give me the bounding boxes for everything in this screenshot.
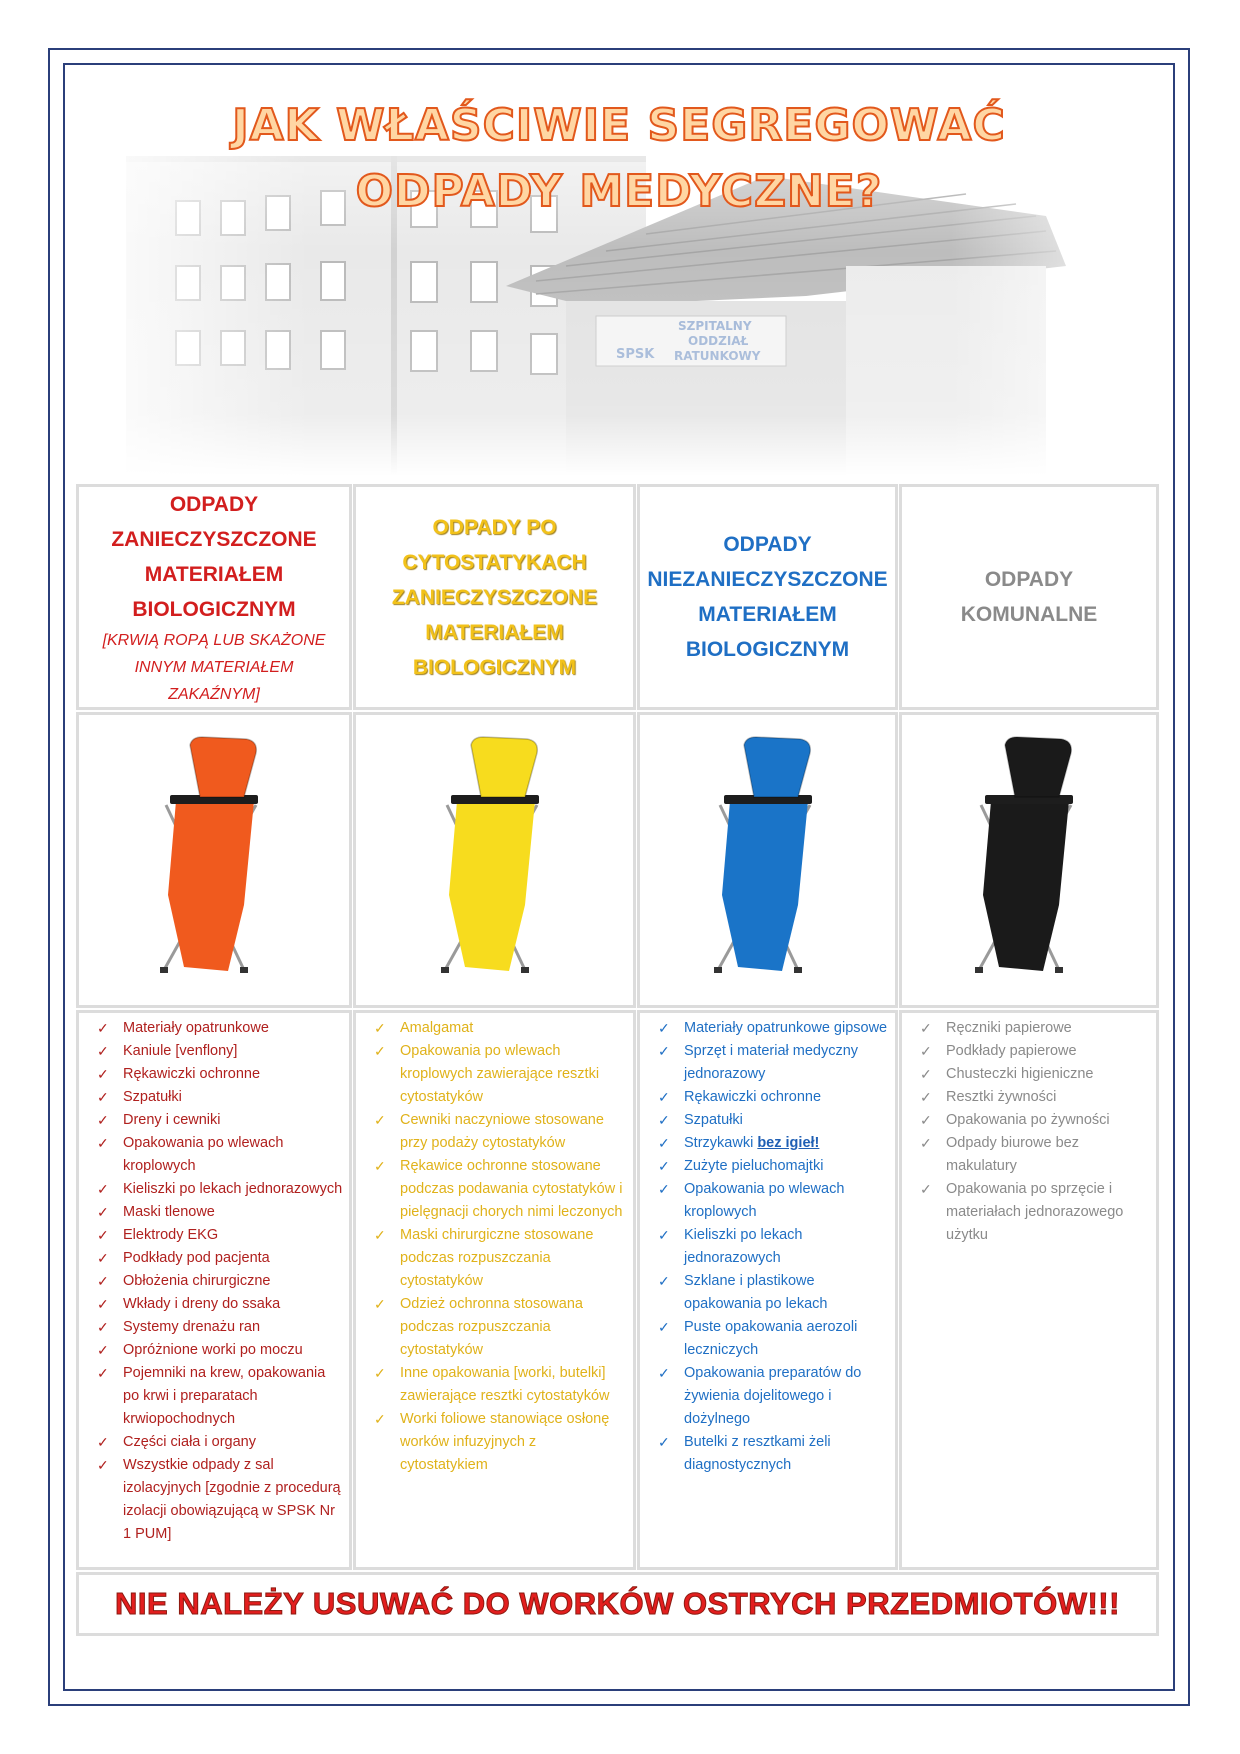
check-icon: ✓ <box>658 1089 670 1105</box>
check-icon: ✓ <box>97 1066 109 1082</box>
list-item <box>85 1017 343 1040</box>
check-icon: ✓ <box>374 1365 386 1381</box>
check-icon: ✓ <box>97 1365 109 1381</box>
list-item <box>646 1109 889 1132</box>
check-icon: ✓ <box>658 1319 670 1335</box>
bin-foot <box>160 967 168 973</box>
header-line: KOMUNALNE <box>960 603 1098 626</box>
list-item <box>85 1132 343 1178</box>
page-title-line-2: ODPADY MEDYCZNE? <box>355 166 883 217</box>
list-item <box>908 1109 1150 1132</box>
list-item-text: Rękawiczki ochronne <box>684 1089 822 1105</box>
list-item-text: Wszystkie odpady z sal izolacyjnych [zgodnie z procedurą izolacji obowiązującą w SPSK Nr 1 PUM] <box>123 1457 341 1542</box>
bin-image-row <box>76 712 1164 1010</box>
check-icon: ✓ <box>97 1457 109 1473</box>
check-icon: ✓ <box>658 1043 670 1059</box>
check-icon: ✓ <box>658 1135 670 1151</box>
check-icon: ✓ <box>920 1181 932 1197</box>
bin-lid <box>744 737 810 797</box>
list-item-text: Pojemniki na krew, opakowania po krwi i preparatach krwiopochodnych <box>123 1365 326 1427</box>
check-icon: ✓ <box>374 1020 386 1036</box>
header-line: ODPADY <box>723 533 812 556</box>
list-item-text: Opakowania po wlewach kroplowych <box>684 1181 845 1220</box>
waste-bin-icon <box>698 735 838 985</box>
bin-foot <box>975 967 983 973</box>
list-item <box>646 1224 889 1270</box>
item-list-municipal <box>899 1010 1159 1570</box>
bin-foot <box>794 967 802 973</box>
header-row <box>76 484 1164 712</box>
check-icon: ✓ <box>97 1020 109 1036</box>
list-item <box>646 1270 889 1316</box>
check-icon: ✓ <box>920 1089 932 1105</box>
header-line: ZANIECZYSZCZONE <box>111 527 317 551</box>
waste-bag <box>168 801 254 971</box>
list-item-text: Szklane i plastikowe opakowania po lekach <box>684 1273 828 1312</box>
check-icon: ✓ <box>97 1043 109 1059</box>
list-item-text: Podkłady papierowe <box>946 1043 1077 1059</box>
list-item-text: Kaniule [venflony] <box>123 1043 238 1059</box>
list-item-text: Inne opakowania [worki, butelki] zawierające resztki cytostatyków <box>400 1365 610 1404</box>
list-item-text: Strzykawki <box>684 1135 754 1151</box>
bin-cell <box>353 712 636 1008</box>
no-needles-note: bez igieł! <box>757 1135 820 1151</box>
warning-text: NIE NALEŻY USUWAĆ DO WORKÓW OSTRYCH PRZEDMIOTÓW!!! <box>115 1586 1120 1621</box>
waste-bag <box>983 801 1069 971</box>
bin-foot <box>1055 967 1063 973</box>
check-icon: ✓ <box>374 1227 386 1243</box>
bin-cell <box>899 712 1159 1008</box>
category-header-biological <box>76 484 352 710</box>
header-line: NIEZANIECZYSZCZONE <box>647 568 888 591</box>
list-item <box>85 1247 343 1270</box>
category-header-non-biological <box>637 484 898 710</box>
bin-lid <box>471 737 537 797</box>
list-item <box>85 1109 343 1132</box>
list-item <box>85 1316 343 1339</box>
check-icon: ✓ <box>658 1158 670 1174</box>
list-item <box>85 1454 343 1546</box>
list-item-text: Opakowania po żywności <box>946 1112 1110 1128</box>
waste-bin-icon <box>959 735 1099 985</box>
bin-cell <box>76 712 352 1008</box>
list-item-text: Szpatułki <box>123 1089 182 1105</box>
check-icon: ✓ <box>97 1250 109 1266</box>
list-item <box>646 1316 889 1362</box>
check-icon: ✓ <box>920 1135 932 1151</box>
list-item-text: Podkłady pod pacjenta <box>123 1250 270 1266</box>
check-icon: ✓ <box>658 1434 670 1450</box>
list-item-text: Opakowania po wlewach kroplowych zawierające resztki cytostatyków <box>400 1043 600 1105</box>
header-subline: [KRWIĄ ROPĄ LUB SKAŻONE <box>102 631 326 649</box>
list-item <box>646 1431 889 1477</box>
list-item-text: Ręczniki papierowe <box>946 1020 1072 1036</box>
item-list-biological <box>76 1010 352 1570</box>
list-item-text: Szpatułki <box>684 1112 743 1128</box>
bin-foot <box>441 967 449 973</box>
list-item-text: Odpady biurowe bez makulatury <box>946 1135 1079 1174</box>
list-item-text: Butelki z resztkami żeli diagnostycznych <box>684 1434 831 1473</box>
check-icon: ✓ <box>374 1043 386 1059</box>
list-item <box>646 1086 889 1109</box>
check-icon: ✓ <box>658 1365 670 1381</box>
category-header-municipal <box>899 484 1159 710</box>
header-subline: ZAKAŹNYM] <box>168 685 260 703</box>
header-line: MATERIAŁEM <box>144 562 284 586</box>
list-item-text: Kieliszki po lekach jednorazowych <box>684 1227 803 1266</box>
list-item-text: Materiały opatrunkowe <box>123 1020 269 1036</box>
list-item-text: Opakowania preparatów do żywienia dojelitowego i dożylnego <box>684 1365 862 1427</box>
bin-lid <box>1005 737 1071 797</box>
header-line: MATERIAŁEM <box>425 620 564 644</box>
list-item-text: Opakowania po sprzęcie i materiałach jednorazowego użytku <box>946 1181 1124 1243</box>
list-item <box>85 1431 343 1454</box>
waste-bin-icon <box>144 735 284 985</box>
check-icon: ✓ <box>97 1181 109 1197</box>
waste-bag <box>722 801 808 971</box>
list-item <box>362 1224 627 1293</box>
list-item <box>646 1155 889 1178</box>
list-item-text: Rękawice ochronne stosowane podczas podawania cytostatyków i pielęgnacji chorych nimi leczonych <box>400 1158 623 1220</box>
list-item <box>85 1224 343 1247</box>
check-icon: ✓ <box>97 1296 109 1312</box>
list-item-text: Resztki żywności <box>946 1089 1057 1105</box>
check-icon: ✓ <box>920 1112 932 1128</box>
check-icon: ✓ <box>97 1089 109 1105</box>
list-item <box>362 1109 627 1155</box>
list-item <box>362 1155 627 1224</box>
check-icon: ✓ <box>658 1020 670 1036</box>
list-item <box>362 1040 627 1109</box>
list-item <box>908 1086 1150 1109</box>
list-item-text: Opakowania po wlewach kroplowych <box>123 1135 284 1174</box>
list-item <box>646 1040 889 1086</box>
check-icon: ✓ <box>658 1112 670 1128</box>
list-item <box>908 1040 1150 1063</box>
check-icon: ✓ <box>97 1434 109 1450</box>
list-item-text: Puste opakowania aerozoli leczniczych <box>684 1319 858 1358</box>
bin-foot <box>521 967 529 973</box>
check-icon: ✓ <box>97 1112 109 1128</box>
bin-foot <box>240 967 248 973</box>
list-item <box>646 1362 889 1431</box>
list-item <box>908 1063 1150 1086</box>
waste-bag <box>449 801 535 971</box>
list-item <box>85 1040 343 1063</box>
bin-cell <box>637 712 898 1008</box>
waste-bin-icon <box>425 735 565 985</box>
check-icon: ✓ <box>658 1181 670 1197</box>
header-line: ZANIECZYSZCZONE <box>391 585 598 609</box>
list-item <box>85 1086 343 1109</box>
header-line: CYTOSTATYKACH <box>402 550 587 574</box>
category-header-cytostatic <box>353 484 636 710</box>
header-line: ODPADY <box>984 568 1074 591</box>
check-icon: ✓ <box>97 1273 109 1289</box>
list-item <box>908 1178 1150 1247</box>
list-item-text: Obłożenia chirurgiczne <box>123 1273 271 1289</box>
list-item-text: Sprzęt i materiał medyczny jednorazowy <box>684 1043 859 1082</box>
list-item <box>85 1201 343 1224</box>
list-item-text: Worki foliowe stanowiące osłonę worków infuzyjnych z cytostatykiem <box>400 1411 610 1473</box>
list-item-text: Chusteczki higieniczne <box>946 1066 1094 1082</box>
list-item <box>646 1132 889 1155</box>
list-item-text: Odzież ochronna stosowana podczas rozpuszczania cytostatyków <box>400 1296 583 1358</box>
header-line: MATERIAŁEM <box>698 603 837 626</box>
check-icon: ✓ <box>920 1066 932 1082</box>
list-item-text: Opróżnione worki po moczu <box>123 1342 303 1358</box>
check-icon: ✓ <box>920 1020 932 1036</box>
check-icon: ✓ <box>658 1273 670 1289</box>
check-icon: ✓ <box>374 1112 386 1128</box>
list-item-text: Systemy drenażu ran <box>123 1319 261 1335</box>
bin-lid <box>190 737 256 797</box>
check-icon: ✓ <box>374 1158 386 1174</box>
header-line: BIOLOGICZNYM <box>685 638 850 661</box>
bin-foot <box>714 967 722 973</box>
list-item <box>85 1293 343 1316</box>
list-item-text: Elektrody EKG <box>123 1227 219 1243</box>
list-item-text: Cewniki naczyniowe stosowane przy podaży cytostatyków <box>400 1112 604 1151</box>
check-icon: ✓ <box>920 1043 932 1059</box>
list-item-text: Dreny i cewniki <box>123 1112 221 1128</box>
header-line: BIOLOGICZNYM <box>132 597 296 621</box>
list-item <box>908 1017 1150 1040</box>
item-list-cytostatic <box>353 1010 636 1570</box>
waste-segregation-table <box>76 484 1164 1636</box>
list-item <box>85 1270 343 1293</box>
check-icon: ✓ <box>374 1296 386 1312</box>
check-icon: ✓ <box>97 1319 109 1335</box>
list-item-text: Kieliszki po lekach jednorazowych <box>123 1181 343 1197</box>
list-item <box>908 1132 1150 1178</box>
list-item-text: Maski chirurgiczne stosowane podczas rozpuszczania cytostatyków <box>400 1227 594 1289</box>
list-item-text: Części ciała i organy <box>123 1434 256 1450</box>
items-row <box>76 1010 1164 1572</box>
list-item-text: Rękawiczki ochronne <box>123 1066 261 1082</box>
list-item <box>362 1362 627 1408</box>
item-list-non-biological <box>637 1010 898 1570</box>
sharp-objects-warning <box>76 1572 1159 1636</box>
list-item-text: Materiały opatrunkowe gipsowe <box>684 1020 888 1036</box>
list-item <box>362 1293 627 1362</box>
header-line: ODPADY <box>169 492 259 516</box>
list-item <box>646 1017 889 1040</box>
check-icon: ✓ <box>658 1227 670 1243</box>
list-item-text: Wkłady i dreny do ssaka <box>123 1296 281 1312</box>
check-icon: ✓ <box>97 1227 109 1243</box>
list-item-text: Maski tlenowe <box>123 1204 215 1220</box>
list-item <box>85 1339 343 1362</box>
list-item <box>362 1408 627 1477</box>
check-icon: ✓ <box>97 1204 109 1220</box>
header-line: ODPADY PO <box>432 515 557 539</box>
list-item-text: Zużyte pieluchomajtki <box>684 1158 824 1174</box>
check-icon: ✓ <box>97 1342 109 1358</box>
page-title-line-1: JAK WŁAŚCIWIE SEGREGOWAĆ <box>232 100 1006 151</box>
list-item <box>85 1178 343 1201</box>
list-item <box>362 1017 627 1040</box>
list-item-text: Amalgamat <box>400 1020 474 1036</box>
header-subline: INNYM MATERIAŁEM <box>134 658 294 676</box>
list-item <box>85 1063 343 1086</box>
list-item <box>646 1178 889 1224</box>
list-item <box>85 1362 343 1431</box>
header-line: BIOLOGICZNYM <box>412 655 577 679</box>
check-icon: ✓ <box>374 1411 386 1427</box>
check-icon: ✓ <box>97 1135 109 1151</box>
